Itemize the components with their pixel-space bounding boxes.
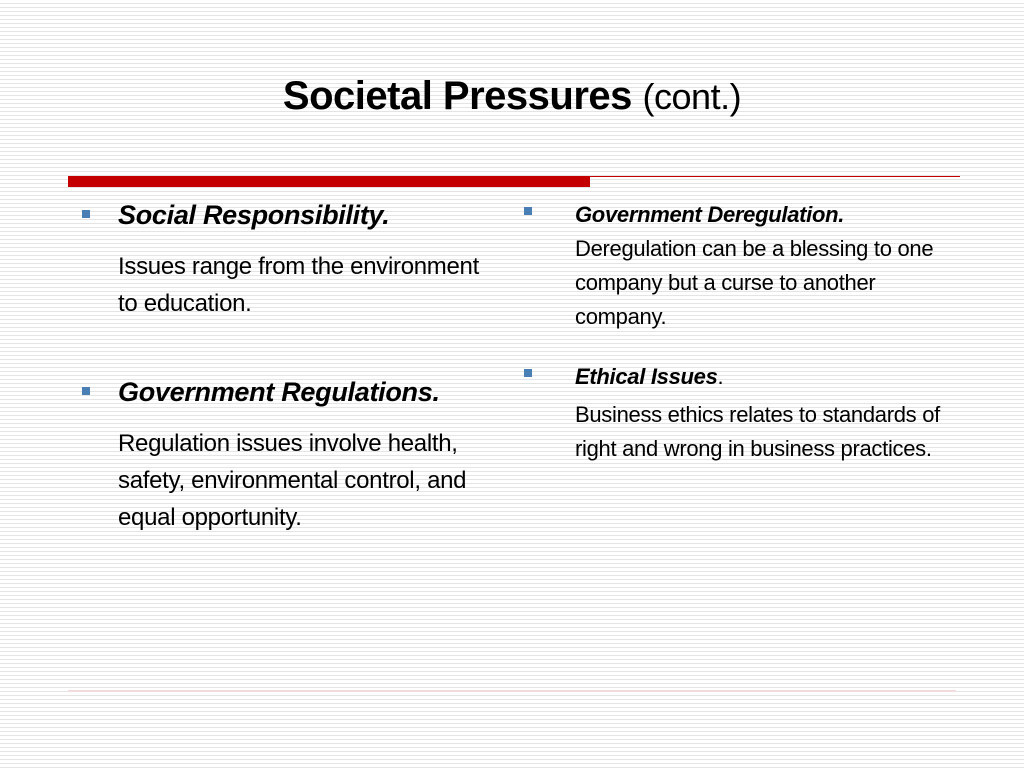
bullet-body: Business ethics relates to standards of right and wrong in business practices. <box>575 402 940 461</box>
square-bullet-icon <box>82 210 90 218</box>
title-main: Societal Pressures <box>282 74 632 118</box>
bullet-body: Issues range from the environment to education. <box>118 253 479 317</box>
bullet-heading-row <box>575 360 942 394</box>
title-divider-line <box>590 176 960 177</box>
title-divider-bar <box>68 176 590 187</box>
bullet-item-ethical-issues <box>522 360 942 466</box>
bullet-heading: Government Regulations. <box>118 377 440 407</box>
square-bullet-icon <box>82 387 90 395</box>
bullet-item-government-regulations <box>80 375 500 536</box>
bullet-heading: Ethical Issues <box>575 364 718 389</box>
left-column <box>80 198 500 536</box>
bullet-heading: Government Deregulation. <box>575 202 845 227</box>
footer-divider-line <box>68 690 956 692</box>
square-bullet-icon <box>524 369 532 377</box>
bullet-body: Regulation issues involve health, safety, environmental control, and equal opportunity. <box>118 430 467 531</box>
slide-title <box>0 72 1024 121</box>
title-sub: (cont.) <box>642 76 742 117</box>
right-column <box>522 198 942 466</box>
bullet-heading: Social Responsibility. <box>118 200 390 230</box>
square-bullet-icon <box>524 207 532 215</box>
bullet-body: Deregulation can be a blessing to one company but a curse to another company. <box>575 236 934 329</box>
bullet-heading-suffix: . <box>717 364 724 389</box>
bullet-item-social-responsibility <box>80 198 500 322</box>
bullet-item-government-deregulation <box>522 198 942 334</box>
